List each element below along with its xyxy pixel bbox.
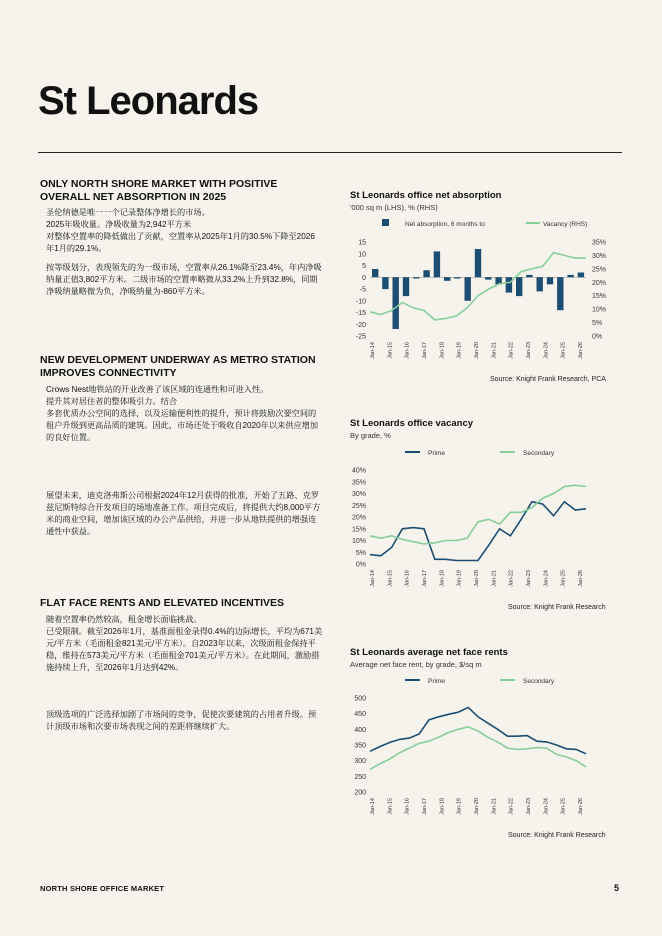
chart-1-y-tick-label: 0: [362, 274, 366, 282]
chart-3-source: Source: Knight Frank Research: [508, 832, 606, 839]
chart-1-x-tick-label: Jan-18: [439, 342, 446, 359]
section-heading-2: NEW DEVELOPMENT UNDERWAY AS METRO STATION IMPROVES CONNECTIVITY: [40, 354, 316, 379]
chart-1-y-tick-label: -25: [355, 333, 366, 341]
chart-3-x-tick-label: Jan-24: [543, 798, 550, 815]
chart-1-x-tick-label: Jan-14: [370, 342, 376, 359]
chart-2-x-tick-label: Jan-24: [543, 570, 550, 587]
chart-1-bar: [537, 277, 543, 291]
section-1-para-3: 对整体空置率的降低做出了贡献，空置率从2025年1月的30.5%下降至2026年1月的29.1%。: [46, 232, 315, 253]
chart-1-svg: [350, 214, 622, 374]
section-3-para-2: 已受限制。截至2026年1月，基准面租金录得0.4%的边际增长，平均为671美元/平方米（毛面租金821美元/平方米）。自2023年以来，次级面租金保持平稳，维持在573美元/平方米（毛面租金701美元/平方米）。在此期间，激励措施持续上升，至2026年1月达到42%。: [46, 627, 323, 672]
chart-2-subtitle: By grade, %: [350, 431, 391, 440]
chart-1-bar: [557, 277, 563, 310]
chart-2-x-tick-label: Jan-15: [387, 570, 394, 587]
header-rule: [38, 152, 622, 153]
section-2-para-3: 多套优质办公空间的选择，以及运输便利性的提升，预计将鼓励次要空间的租户升级到更高品质的建筑。因此，市场还处于吸收自2020年以来供应增加的良好位置。: [46, 409, 319, 442]
chart-3-x-tick-label: Jan-15: [387, 798, 394, 815]
chart-2-y-tick-label: 20%: [351, 514, 366, 522]
chart-1-y2-tick-label: 25%: [592, 266, 607, 274]
chart-3-svg: [350, 670, 622, 830]
chart-1-bar: [434, 251, 440, 277]
chart-1-source: Source: Knight Frank Research, PCA: [490, 376, 606, 383]
chart-1-y-tick-label: 5: [362, 263, 366, 270]
chart-1-bar: [526, 275, 532, 277]
chart-3-x-tick-label: Jan-14: [370, 798, 376, 815]
chart-1-x-tick-label: Jan-21: [491, 342, 498, 359]
chart-1-bar: [465, 277, 471, 301]
footer-label: NORTH SHORE OFFICE MARKET: [40, 884, 165, 893]
chart-1-bar: [454, 277, 460, 278]
chart-3-y-tick-label: 450: [354, 711, 366, 719]
chart-2-svg: [350, 442, 622, 602]
section-heading-1: ONLY NORTH SHORE MARKET WITH POSITIVE OVERALL NET ABSORPTION IN 2025: [40, 178, 278, 203]
chart-2-y-tick-label: 10%: [351, 538, 366, 545]
chart-2-x-tick-label: Jan-26: [578, 570, 584, 587]
chart-3-y-tick-label: 200: [354, 789, 366, 797]
chart-2-y-tick-label: 15%: [351, 526, 366, 534]
page-number: 5: [614, 883, 620, 893]
chart-2-y-tick-label: 5%: [355, 549, 366, 557]
chart-1-y2-tick-label: 35%: [592, 239, 607, 247]
chart-1-bar: [516, 277, 522, 296]
chart-2-y-axis: [352, 468, 366, 569]
chart-1-y2-tick-label: 10%: [592, 306, 607, 314]
chart-2-x-tick-label: Jan-22: [508, 570, 515, 587]
chart-1-x-tick-label: Jan-20: [474, 342, 480, 359]
chart-1-y-tick-label: -10: [355, 298, 366, 306]
chart-1-bar: [578, 273, 584, 278]
chart-1-x-tick-label: Jan-15: [387, 342, 394, 359]
chart-1-title: St Leonards office net absorption: [350, 190, 502, 201]
chart-1-x-tick-label: Jan-16: [404, 342, 411, 359]
chart-3-x-tick-label: Jan-21: [491, 798, 498, 815]
chart-1-x-tick-label: Jan-23: [526, 342, 532, 359]
chart-2-x-tick-label: Jan-17: [422, 570, 428, 587]
chart-3-title: St Leonards average net face rents: [350, 647, 508, 658]
chart-3-x-tick-label: Jan-17: [422, 798, 428, 815]
section-2-para-1: Crows Nest地铁站的开业改善了该区域的连通性和可进入性。: [46, 385, 269, 394]
chart-3-x-tick-label: Jan-16: [404, 798, 411, 815]
section-heading-3: FLAT FACE RENTS AND ELEVATED INCENTIVES: [40, 597, 285, 609]
chart-3-y-tick-label: 500: [354, 695, 366, 703]
chart-1-y-axis: [356, 240, 366, 341]
chart-3-y-tick-label: 400: [354, 726, 366, 734]
chart-1-bars: [372, 249, 584, 329]
chart-1-legend-swatch-bars: [382, 219, 389, 226]
chart-3-y-tick-label: 250: [354, 773, 366, 781]
chart-1-bar: [382, 277, 388, 289]
chart-1-y2-axis: [592, 240, 606, 341]
chart-3-x-tick-label: Jan-19: [456, 798, 463, 815]
chart-2-x-tick-label: Jan-25: [560, 570, 567, 587]
chart-3-x-tick-label: Jan-20: [474, 798, 480, 815]
chart-1-y-tick-label: -20: [355, 321, 366, 329]
chart-1-y2-tick-label: 20%: [592, 279, 607, 287]
chart-1-legend-label-bars: Net absorption, 6 months to: [405, 221, 485, 228]
chart-1-y-tick-label: -5: [359, 286, 366, 294]
chart-1-x-tick-label: Jan-22: [508, 342, 515, 359]
chart-3-x-tick-label: Jan-18: [439, 798, 446, 815]
chart-3-x-axis: [370, 798, 584, 815]
chart-2-x-axis: [370, 570, 584, 587]
chart-2-x-tick-label: Jan-21: [491, 570, 498, 587]
chart-1-bar: [444, 277, 450, 281]
chart-1-bar: [403, 277, 409, 296]
chart-1-subtitle: '000 sq m (LHS), % (RHS): [350, 203, 438, 212]
chart-3-y-tick-label: 300: [354, 758, 366, 766]
chart-1-x-tick-label: Jan-24: [543, 342, 550, 359]
chart-1-y-tick-label: -15: [355, 310, 366, 317]
chart-1-bar: [372, 269, 378, 277]
chart-1-x-tick-label: Jan-19: [456, 342, 463, 359]
chart-3-x-tick-label: Jan-26: [578, 798, 584, 815]
chart-3-x-tick-label: Jan-25: [560, 798, 567, 815]
chart-1-bar: [475, 249, 481, 277]
chart-1-bar: [506, 277, 512, 292]
chart-2-y-tick-label: 40%: [351, 467, 366, 475]
chart-3-y-axis: [354, 696, 366, 797]
chart-3-x-tick-label: Jan-23: [526, 798, 532, 815]
chart-3-secondary-line: [370, 727, 586, 770]
chart-1-x-tick-label: Jan-17: [422, 342, 428, 359]
chart-2-source: Source: Knight Frank Research: [508, 604, 606, 611]
chart-2-y-tick-label: 35%: [351, 479, 366, 487]
chart-1-y-tick-label: 10: [358, 251, 366, 259]
page-title: St Leonards: [38, 79, 259, 123]
chart-1-bar: [567, 275, 573, 277]
chart-3-legend-label-secondary: Secondary: [523, 678, 555, 685]
chart-1-bar: [485, 277, 491, 279]
chart-1-x-tick-label: Jan-26: [578, 342, 584, 359]
chart-3-subtitle: Average net face rent, by grade, $/sq m: [350, 660, 482, 669]
chart-2-x-tick-label: Jan-16: [404, 570, 411, 587]
chart-2-y-tick-label: 0%: [355, 561, 366, 569]
chart-1-y2-tick-label: 0%: [592, 333, 603, 341]
chart-1-y2-tick-label: 15%: [592, 293, 607, 301]
chart-1-bar: [423, 270, 429, 277]
chart-2-x-tick-label: Jan-23: [526, 570, 532, 587]
section-3-para-1: 随着空置率仍然较高，租金增长面临挑战。: [46, 615, 202, 624]
chart-3-x-tick-label: Jan-22: [508, 798, 515, 815]
chart-3-legend-label-prime: Prime: [428, 678, 445, 685]
chart-1-bar: [413, 277, 419, 278]
section-1-para-1: 圣伦纳德是唯一一个记录整体净增长的市场。: [46, 208, 210, 217]
chart-2-x-tick-label: Jan-14: [370, 570, 376, 587]
chart-2-prime-line: [370, 502, 586, 561]
chart-1-y2-tick-label: 5%: [592, 320, 603, 328]
chart-1-legend-label-line: Vacancy (RHS): [543, 221, 588, 228]
section-2-para-2: 提升其对居住者的整体吸引力。结合: [46, 397, 178, 406]
chart-1-y-tick-label: 15: [358, 239, 366, 247]
section-1-para-2: 2025年吸收量。净吸收量为2,942平方米: [46, 220, 192, 229]
chart-1-bar: [547, 277, 553, 284]
chart-1-x-axis: [370, 342, 584, 359]
section-2-para-4: 展望未来，迪克洛弗斯公司根据2024年12月获得的批准，开始了五路、克罗兹尼斯特综合开发项目的场地准备工作。项目完成后，将提供大约8,000平方米的商业空间，增加该区域的办公产品供给，并进一步从地铁提供的增强连通性中获益。: [46, 491, 321, 536]
chart-2-y-tick-label: 25%: [351, 502, 366, 510]
chart-1-bar: [393, 277, 399, 329]
section-1-para-4: 按等级划分，表现领先的为一级市场，空置率从26.1%降至23.4%，年内净吸纳量正值3,802平方米。二级市场的空置率略微从33.2%上升到32.8%，同期净吸纳量略微为负，净吸纳量为-860平方米。: [46, 263, 322, 296]
chart-2-y-tick-label: 30%: [351, 491, 366, 498]
chart-2-x-tick-label: Jan-18: [439, 570, 446, 587]
chart-2-title: St Leonards office vacancy: [350, 418, 474, 429]
chart-3-y-tick-label: 350: [354, 742, 366, 750]
chart-2-legend-label-secondary: Secondary: [523, 450, 555, 457]
chart-2-legend-label-prime: Prime: [428, 450, 445, 457]
section-3-para-3: 顶级选项的广泛选择加剧了市场间的竞争，促使次要建筑的占用者升级。预计顶级市场和次要市场表现之间的差距将继续扩大。: [46, 710, 317, 731]
chart-1-y2-tick-label: 30%: [592, 252, 607, 260]
chart-2-x-tick-label: Jan-20: [474, 570, 480, 587]
chart-1-x-tick-label: Jan-25: [560, 342, 567, 359]
chart-2-x-tick-label: Jan-19: [456, 570, 463, 587]
